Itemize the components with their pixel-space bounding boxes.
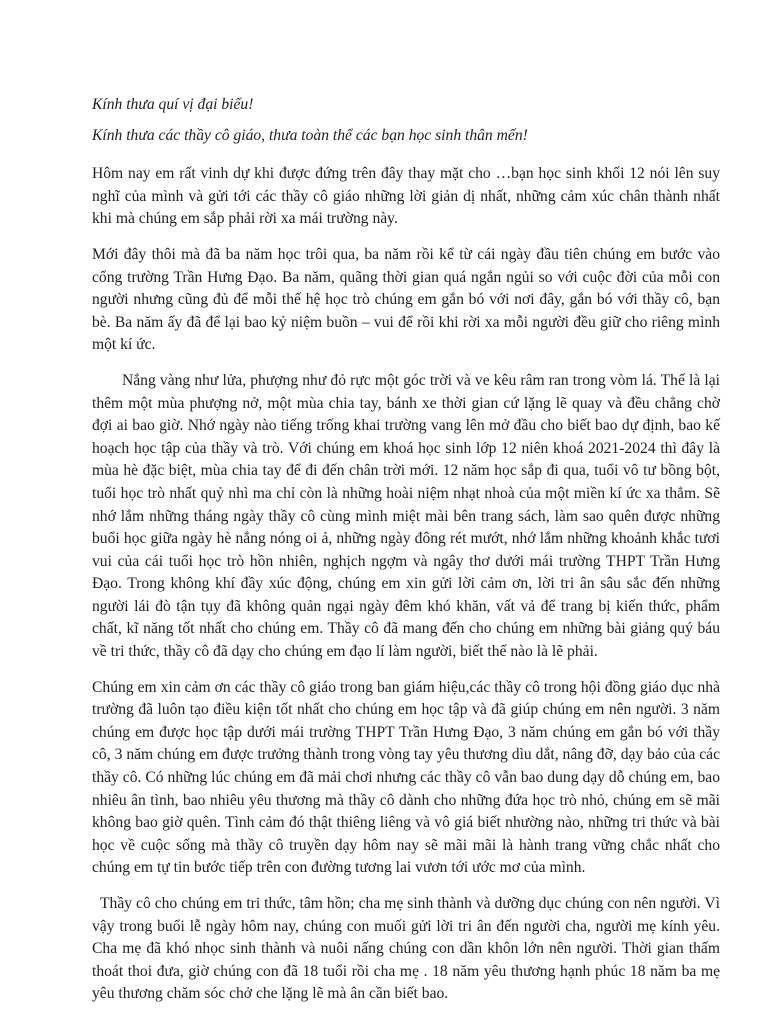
greeting-guests: Kính thưa quí vị đại biểu! <box>92 96 254 113</box>
paragraph-thanks-parents: Thầy cô cho chúng em tri thức, tâm hồn; cha mẹ sinh thành và dưỡng dục chúng con nên người. Vì vậy trong buổi lễ ngày hôm nay, chúng con muối gửi lời tri ân đến người cha, người mẹ kính yêu. Cha mẹ đã khó nhọc sinh thành và nuôi nấng chúng con dần khôn lớn nên người. Thời gian thấm thoát thoi đưa, giờ chúng con đã 18 tuổi rồi cha mẹ . 18 năm yêu thương hạnh phúc 18 năm ba mẹ yêu thương chăm sóc chở che lặng lẽ mà ân cần biết bao. <box>92 895 720 1003</box>
paragraph-intro: Hôm nay em rất vinh dự khi được đứng trên đây thay mặt cho …bạn học sinh khối 12 nói lên suy nghĩ của mình và gửi tới các thầy cô giáo những lời giản dị nhất, những cảm xúc chân thành nhất khi mà chúng em sắp phải rời xa mái trường này. <box>92 165 720 228</box>
paragraph-three-years: Mới đây thôi mà đã ba năm học trôi qua, ba năm rồi kể từ cái ngày đầu tiên chúng em bước vào cổng trường Trần Hưng Đạo. Ba năm, quãng thời gian quá ngắn ngủi so với cuộc đời của mỗi con người nhưng cũng đủ để mỗi thế hệ học trò chúng em gắn bó với nơi đây, gắn bó với thầy cô, bạn bè. Ba năm ấy đã để lại bao kỷ niệm buồn – vui để rồi khi rời xa mỗi người đều giữ cho riêng mình một kí ức. <box>92 245 720 354</box>
paragraph-summer-farewell: Nắng vàng như lửa, phượng như đỏ rực một góc trời và ve kêu râm ran trong vòm lá. Thế là lại thêm một mùa phượng nở, một mùa chia tay, bánh xe thời gian cứ lặng lẽ quay và đều chẳng chờ đợi ai bao giờ. Nhớ ngày nào tiếng trống khai trường vang lên mở đầu cho biết bao dự định, bao kế hoạch học tập của thầy và trò. Với chúng em khoá học sinh lớp 12 niên khoá 2021-2024 thì đây là mùa hè đặc biệt, mùa chia tay để đi đến chân trời mới. 12 năm học sắp đi qua, tuổi vô tư bồng bột, tuổi học trò nhất quỷ nhì ma chỉ còn là những hoài niệm nhạt nhoà của một miền kí ức xa thẳm. Sẽ nhớ lắm những tháng ngày thầy cô cùng mình miệt mài bên trang sách, làm sao quên được những buổi học giữa ngày hè nắng nóng oi ả, những ngày đông rét mướt, nhớ lắm những khoảnh khắc tươi vui của cái tuổi học trò hồn nhiên, nghịch ngợm và ngây thơ dưới mái trường THPT Trần Hưng Đạo. Trong không khí đầy xúc động, chúng em xin gửi lời cảm ơn, lời tri ân sâu sắc đến những người lái đò tận tụy đã không quản ngại ngày đêm khó khăn, vất vả để trang bị kiến thức, phẩm chất, kĩ năng tốt nhất cho chúng em. Thầy cô đã mang đến cho chúng em những bài giảng quý báu về tri thức, thầy cô đã dạy cho chúng em đạo lí làm người, biết thế nào là lẽ phải. <box>92 371 720 661</box>
paragraph-thanks-teachers: Chúng em xin cảm ơn các thầy cô giáo trong ban giám hiệu,các thầy cô trong hội đồng giáo dục nhà trường đã luôn tạo điều kiện tốt nhất cho chúng em học tập và đã giúp chúng em nên người. 3 năm chúng em được học tập dưới mái trường THPT Trần Hưng Đạo, 3 năm chúng em gắn bó với thầy cô, 3 năm chúng em được trưởng thành trong vòng tay yêu thương dìu dắt, nâng đỡ, dạy bảo của các thầy cô. Có những lúc chúng em đã mải chơi nhưng các thầy cô vẫn bao dung dạy dỗ chúng em, bao nhiêu ân tình, bao nhiêu yêu thương mà thầy cô dành cho những đứa học trò nhỏ, chúng em sẽ mãi không bao giờ quên. Tình cảm đó thật thiêng liêng và vô giá biết nhường nào, những tri thức và bài học về cuộc sống mà thầy cô truyền dạy hôm nay sẽ mãi mãi là hành trang vững chắc nhất cho chúng em tự tin bước tiếp trên con đường tương lai vươn tới ước mơ của mình. <box>92 678 720 877</box>
greeting-teachers-students: Kính thưa các thầy cô giáo, thưa toàn thể các bạn học sinh thân mến! <box>92 126 528 144</box>
